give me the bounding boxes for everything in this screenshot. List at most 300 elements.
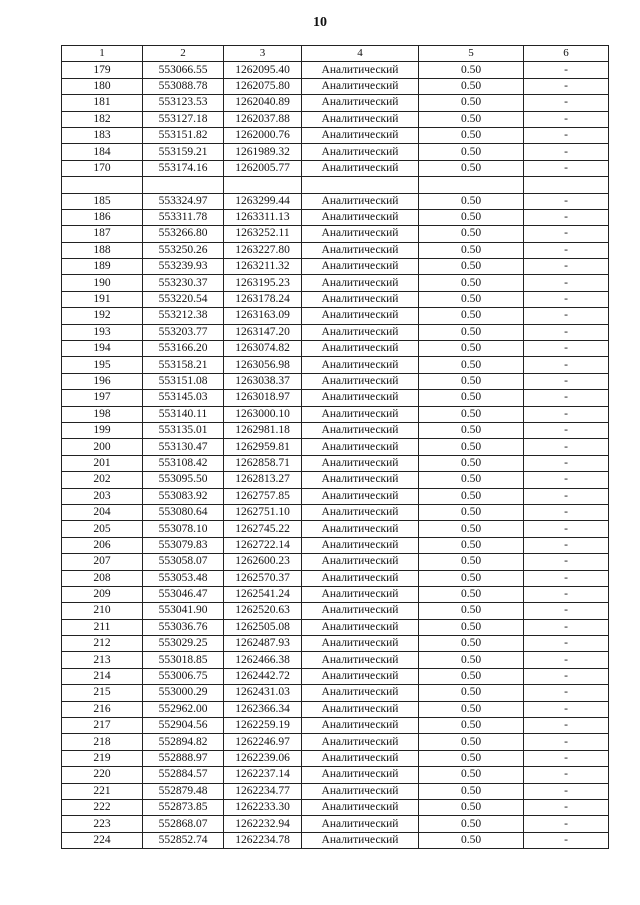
method-cell: Аналитический	[302, 504, 419, 520]
table-row	[62, 816, 609, 832]
x-coordinate-cell: 553029.25	[143, 636, 224, 652]
accuracy-cell: 0.50	[419, 341, 524, 357]
x-coordinate-cell: 552873.85	[143, 799, 224, 815]
accuracy-cell: 0.50	[419, 78, 524, 94]
x-coordinate-cell: 553130.47	[143, 439, 224, 455]
table-row	[62, 111, 609, 127]
method-cell: Аналитический	[302, 324, 419, 340]
accuracy-cell: 0.50	[419, 586, 524, 602]
note-cell: -	[524, 619, 609, 635]
method-cell: Аналитический	[302, 636, 419, 652]
accuracy-cell: 0.50	[419, 570, 524, 586]
note-cell: -	[524, 439, 609, 455]
point-number-cell: 194	[62, 341, 143, 357]
table-row	[62, 554, 609, 570]
table-row	[62, 799, 609, 815]
point-number-cell: 195	[62, 357, 143, 373]
point-number-cell: 217	[62, 718, 143, 734]
table-row	[62, 62, 609, 78]
note-cell: -	[524, 390, 609, 406]
point-number-cell: 198	[62, 406, 143, 422]
table-row	[62, 570, 609, 586]
note-cell: -	[524, 193, 609, 209]
note-cell: -	[524, 78, 609, 94]
x-coordinate-cell: 553311.78	[143, 209, 224, 225]
table-row	[62, 750, 609, 766]
note-cell: -	[524, 767, 609, 783]
method-cell: Аналитический	[302, 373, 419, 389]
note-cell: -	[524, 242, 609, 258]
method-cell: Аналитический	[302, 668, 419, 684]
x-coordinate-cell: 552894.82	[143, 734, 224, 750]
point-number-cell: 200	[62, 439, 143, 455]
y-coordinate-cell: 1262751.10	[224, 504, 302, 520]
method-cell: Аналитический	[302, 472, 419, 488]
point-number-cell: 222	[62, 799, 143, 815]
table-row	[62, 291, 609, 307]
table-row	[62, 160, 609, 176]
method-cell: Аналитический	[302, 586, 419, 602]
x-coordinate-cell: 552852.74	[143, 832, 224, 848]
note-cell: -	[524, 62, 609, 78]
y-coordinate-cell: 1263038.37	[224, 373, 302, 389]
accuracy-cell: 0.50	[419, 504, 524, 520]
y-coordinate-cell: 1262040.89	[224, 95, 302, 111]
accuracy-cell: 0.50	[419, 488, 524, 504]
note-cell: -	[524, 160, 609, 176]
point-number-cell: 219	[62, 750, 143, 766]
y-coordinate-cell: 1262005.77	[224, 160, 302, 176]
note-cell: -	[524, 636, 609, 652]
method-cell: Аналитический	[302, 144, 419, 160]
x-coordinate-cell: 553080.64	[143, 504, 224, 520]
method-cell: Аналитический	[302, 357, 419, 373]
y-coordinate-cell: 1262246.97	[224, 734, 302, 750]
y-coordinate-cell: 1262959.81	[224, 439, 302, 455]
note-cell: -	[524, 783, 609, 799]
y-coordinate-cell: 1262234.78	[224, 832, 302, 848]
x-coordinate-cell: 553151.82	[143, 127, 224, 143]
method-cell: Аналитический	[302, 78, 419, 94]
point-number-cell: 206	[62, 537, 143, 553]
table-row	[62, 701, 609, 717]
table-row	[62, 373, 609, 389]
note-cell: -	[524, 504, 609, 520]
point-number-cell: 208	[62, 570, 143, 586]
column-header: 5	[419, 46, 524, 62]
table-row	[62, 619, 609, 635]
x-coordinate-cell: 553095.50	[143, 472, 224, 488]
accuracy-cell: 0.50	[419, 554, 524, 570]
method-cell: Аналитический	[302, 111, 419, 127]
table-row	[62, 78, 609, 94]
method-cell: Аналитический	[302, 209, 419, 225]
note-cell: -	[524, 275, 609, 291]
y-coordinate-cell: 1262858.71	[224, 455, 302, 471]
accuracy-cell: 0.50	[419, 685, 524, 701]
table-row	[62, 586, 609, 602]
point-number-cell: 212	[62, 636, 143, 652]
y-coordinate-cell: 1262981.18	[224, 422, 302, 438]
table-row	[62, 603, 609, 619]
table-row	[62, 668, 609, 684]
column-header: 6	[524, 46, 609, 62]
point-number-cell: 210	[62, 603, 143, 619]
x-coordinate-cell: 553174.16	[143, 160, 224, 176]
accuracy-cell: 0.50	[419, 95, 524, 111]
x-coordinate-cell: 553145.03	[143, 390, 224, 406]
table-row	[62, 324, 609, 340]
y-coordinate-cell: 1261989.32	[224, 144, 302, 160]
x-coordinate-cell: 552879.48	[143, 783, 224, 799]
x-coordinate-cell: 553230.37	[143, 275, 224, 291]
note-cell: -	[524, 127, 609, 143]
table-row	[62, 685, 609, 701]
table-body	[62, 62, 609, 849]
accuracy-cell: 0.50	[419, 832, 524, 848]
table-row	[62, 259, 609, 275]
accuracy-cell: 0.50	[419, 127, 524, 143]
note-cell: -	[524, 226, 609, 242]
x-coordinate-cell: 553058.07	[143, 554, 224, 570]
column-header: 3	[224, 46, 302, 62]
method-cell: Аналитический	[302, 62, 419, 78]
y-coordinate-cell: 1262075.80	[224, 78, 302, 94]
accuracy-cell: 0.50	[419, 406, 524, 422]
method-cell: Аналитический	[302, 603, 419, 619]
table-header-row	[62, 46, 609, 62]
point-number-cell: 193	[62, 324, 143, 340]
table-row	[62, 718, 609, 734]
table-row	[62, 652, 609, 668]
method-cell: Аналитический	[302, 570, 419, 586]
accuracy-cell: 0.50	[419, 455, 524, 471]
y-coordinate-cell: 1263299.44	[224, 193, 302, 209]
note-cell: -	[524, 701, 609, 717]
note-cell: -	[524, 324, 609, 340]
point-number-cell: 215	[62, 685, 143, 701]
note-cell: -	[524, 734, 609, 750]
method-cell	[302, 177, 419, 193]
x-coordinate-cell: 553018.85	[143, 652, 224, 668]
x-coordinate-cell: 553053.48	[143, 570, 224, 586]
y-coordinate-cell: 1262757.85	[224, 488, 302, 504]
y-coordinate-cell: 1263211.32	[224, 259, 302, 275]
note-cell: -	[524, 357, 609, 373]
x-coordinate-cell: 553066.55	[143, 62, 224, 78]
point-number-cell: 191	[62, 291, 143, 307]
accuracy-cell: 0.50	[419, 636, 524, 652]
method-cell: Аналитический	[302, 308, 419, 324]
point-number-cell: 211	[62, 619, 143, 635]
note-cell: -	[524, 652, 609, 668]
page-number: 10	[313, 15, 327, 30]
table-row	[62, 193, 609, 209]
x-coordinate-cell: 553108.42	[143, 455, 224, 471]
accuracy-cell: 0.50	[419, 275, 524, 291]
point-number-cell: 201	[62, 455, 143, 471]
x-coordinate-cell: 553159.21	[143, 144, 224, 160]
y-coordinate-cell: 1263163.09	[224, 308, 302, 324]
method-cell: Аналитический	[302, 718, 419, 734]
x-coordinate-cell: 553140.11	[143, 406, 224, 422]
note-cell: -	[524, 816, 609, 832]
column-header: 1	[62, 46, 143, 62]
y-coordinate-cell: 1262000.76	[224, 127, 302, 143]
accuracy-cell: 0.50	[419, 111, 524, 127]
table-row	[62, 422, 609, 438]
column-header: 2	[143, 46, 224, 62]
x-coordinate-cell: 553006.75	[143, 668, 224, 684]
note-cell: -	[524, 111, 609, 127]
y-coordinate-cell: 1262037.88	[224, 111, 302, 127]
point-number-cell: 179	[62, 62, 143, 78]
note-cell: -	[524, 685, 609, 701]
method-cell: Аналитический	[302, 767, 419, 783]
point-number-cell: 188	[62, 242, 143, 258]
y-coordinate-cell: 1263018.97	[224, 390, 302, 406]
point-number-cell: 186	[62, 209, 143, 225]
accuracy-cell: 0.50	[419, 308, 524, 324]
point-number-cell: 192	[62, 308, 143, 324]
y-coordinate-cell: 1262366.34	[224, 701, 302, 717]
point-number-cell	[62, 177, 143, 193]
method-cell: Аналитический	[302, 685, 419, 701]
y-coordinate-cell: 1263195.23	[224, 275, 302, 291]
note-cell: -	[524, 554, 609, 570]
table-row	[62, 472, 609, 488]
note-cell: -	[524, 488, 609, 504]
y-coordinate-cell: 1262600.23	[224, 554, 302, 570]
point-number-cell: 223	[62, 816, 143, 832]
y-coordinate-cell: 1263147.20	[224, 324, 302, 340]
note-cell: -	[524, 472, 609, 488]
point-number-cell: 202	[62, 472, 143, 488]
point-number-cell: 204	[62, 504, 143, 520]
method-cell: Аналитический	[302, 816, 419, 832]
accuracy-cell: 0.50	[419, 357, 524, 373]
x-coordinate-cell: 553239.93	[143, 259, 224, 275]
note-cell: -	[524, 259, 609, 275]
x-coordinate-cell: 552868.07	[143, 816, 224, 832]
table-row	[62, 144, 609, 160]
accuracy-cell: 0.50	[419, 390, 524, 406]
point-number-cell: 205	[62, 521, 143, 537]
note-cell: -	[524, 308, 609, 324]
y-coordinate-cell: 1263311.13	[224, 209, 302, 225]
y-coordinate-cell: 1263074.82	[224, 341, 302, 357]
table-row	[62, 127, 609, 143]
accuracy-cell: 0.50	[419, 603, 524, 619]
accuracy-cell: 0.50	[419, 291, 524, 307]
method-cell: Аналитический	[302, 554, 419, 570]
y-coordinate-cell: 1263056.98	[224, 357, 302, 373]
point-number-cell: 224	[62, 832, 143, 848]
y-coordinate-cell: 1262541.24	[224, 586, 302, 602]
x-coordinate-cell: 553324.97	[143, 193, 224, 209]
y-coordinate-cell: 1262095.40	[224, 62, 302, 78]
point-number-cell: 221	[62, 783, 143, 799]
table-row	[62, 734, 609, 750]
accuracy-cell: 0.50	[419, 324, 524, 340]
note-cell: -	[524, 537, 609, 553]
method-cell: Аналитический	[302, 291, 419, 307]
method-cell: Аналитический	[302, 652, 419, 668]
table-row	[62, 488, 609, 504]
y-coordinate-cell: 1262237.14	[224, 767, 302, 783]
note-cell: -	[524, 521, 609, 537]
method-cell: Аналитический	[302, 193, 419, 209]
method-cell: Аналитический	[302, 488, 419, 504]
accuracy-cell: 0.50	[419, 472, 524, 488]
method-cell: Аналитический	[302, 259, 419, 275]
accuracy-cell: 0.50	[419, 226, 524, 242]
point-number-cell: 180	[62, 78, 143, 94]
note-cell	[524, 177, 609, 193]
x-coordinate-cell: 553266.80	[143, 226, 224, 242]
point-number-cell: 203	[62, 488, 143, 504]
accuracy-cell: 0.50	[419, 439, 524, 455]
x-coordinate-cell: 553127.18	[143, 111, 224, 127]
point-number-cell: 216	[62, 701, 143, 717]
y-coordinate-cell: 1263227.80	[224, 242, 302, 258]
y-coordinate-cell: 1263000.10	[224, 406, 302, 422]
x-coordinate-cell: 553203.77	[143, 324, 224, 340]
table-row	[62, 209, 609, 225]
x-coordinate-cell: 552884.57	[143, 767, 224, 783]
accuracy-cell: 0.50	[419, 537, 524, 553]
method-cell: Аналитический	[302, 799, 419, 815]
point-number-cell: 220	[62, 767, 143, 783]
accuracy-cell: 0.50	[419, 160, 524, 176]
note-cell: -	[524, 455, 609, 471]
x-coordinate-cell: 552888.97	[143, 750, 224, 766]
method-cell: Аналитический	[302, 406, 419, 422]
note-cell: -	[524, 750, 609, 766]
method-cell: Аналитический	[302, 537, 419, 553]
accuracy-cell: 0.50	[419, 521, 524, 537]
y-coordinate-cell: 1262234.77	[224, 783, 302, 799]
note-cell: -	[524, 422, 609, 438]
method-cell: Аналитический	[302, 455, 419, 471]
x-coordinate-cell	[143, 177, 224, 193]
table-row	[62, 783, 609, 799]
table-row	[62, 341, 609, 357]
method-cell: Аналитический	[302, 521, 419, 537]
y-coordinate-cell: 1262259.19	[224, 718, 302, 734]
method-cell: Аналитический	[302, 127, 419, 143]
note-cell: -	[524, 799, 609, 815]
point-number-cell: 197	[62, 390, 143, 406]
table-row	[62, 95, 609, 111]
table-row	[62, 636, 609, 652]
accuracy-cell: 0.50	[419, 799, 524, 815]
accuracy-cell: 0.50	[419, 144, 524, 160]
accuracy-cell: 0.50	[419, 242, 524, 258]
accuracy-cell: 0.50	[419, 373, 524, 389]
note-cell: -	[524, 209, 609, 225]
accuracy-cell: 0.50	[419, 816, 524, 832]
table-row	[62, 308, 609, 324]
table-row	[62, 504, 609, 520]
accuracy-cell: 0.50	[419, 422, 524, 438]
note-cell: -	[524, 832, 609, 848]
x-coordinate-cell: 553046.47	[143, 586, 224, 602]
point-number-cell: 184	[62, 144, 143, 160]
accuracy-cell: 0.50	[419, 62, 524, 78]
accuracy-cell: 0.50	[419, 259, 524, 275]
method-cell: Аналитический	[302, 783, 419, 799]
x-coordinate-cell: 553088.78	[143, 78, 224, 94]
y-coordinate-cell: 1262232.94	[224, 816, 302, 832]
method-cell: Аналитический	[302, 275, 419, 291]
table-row	[62, 439, 609, 455]
note-cell: -	[524, 668, 609, 684]
note-cell: -	[524, 570, 609, 586]
point-number-cell: 209	[62, 586, 143, 602]
note-cell: -	[524, 586, 609, 602]
table-row	[62, 832, 609, 848]
point-number-cell: 207	[62, 554, 143, 570]
x-coordinate-cell: 553000.29	[143, 685, 224, 701]
point-number-cell: 182	[62, 111, 143, 127]
y-coordinate-cell: 1262431.03	[224, 685, 302, 701]
note-cell: -	[524, 603, 609, 619]
point-number-cell: 187	[62, 226, 143, 242]
table-row	[62, 390, 609, 406]
method-cell: Аналитический	[302, 422, 419, 438]
point-number-cell: 170	[62, 160, 143, 176]
y-coordinate-cell	[224, 177, 302, 193]
x-coordinate-cell: 553166.20	[143, 341, 224, 357]
accuracy-cell: 0.50	[419, 652, 524, 668]
point-number-cell: 214	[62, 668, 143, 684]
method-cell: Аналитический	[302, 226, 419, 242]
accuracy-cell: 0.50	[419, 209, 524, 225]
y-coordinate-cell: 1262570.37	[224, 570, 302, 586]
y-coordinate-cell: 1262745.22	[224, 521, 302, 537]
point-number-cell: 196	[62, 373, 143, 389]
table-row	[62, 537, 609, 553]
accuracy-cell: 0.50	[419, 701, 524, 717]
accuracy-cell: 0.50	[419, 619, 524, 635]
x-coordinate-cell: 552904.56	[143, 718, 224, 734]
y-coordinate-cell: 1263178.24	[224, 291, 302, 307]
point-number-cell: 185	[62, 193, 143, 209]
x-coordinate-cell: 553079.83	[143, 537, 224, 553]
method-cell: Аналитический	[302, 341, 419, 357]
x-coordinate-cell: 553212.38	[143, 308, 224, 324]
column-header: 4	[302, 46, 419, 62]
table-row	[62, 455, 609, 471]
x-coordinate-cell: 553036.76	[143, 619, 224, 635]
x-coordinate-cell: 553083.92	[143, 488, 224, 504]
point-number-cell: 181	[62, 95, 143, 111]
method-cell: Аналитический	[302, 701, 419, 717]
method-cell: Аналитический	[302, 390, 419, 406]
x-coordinate-cell: 553041.90	[143, 603, 224, 619]
x-coordinate-cell: 553158.21	[143, 357, 224, 373]
point-number-cell: 190	[62, 275, 143, 291]
accuracy-cell	[419, 177, 524, 193]
method-cell: Аналитический	[302, 160, 419, 176]
table-row	[62, 177, 609, 193]
method-cell: Аналитический	[302, 439, 419, 455]
x-coordinate-cell: 553250.26	[143, 242, 224, 258]
point-number-cell: 199	[62, 422, 143, 438]
y-coordinate-cell: 1263252.11	[224, 226, 302, 242]
accuracy-cell: 0.50	[419, 767, 524, 783]
